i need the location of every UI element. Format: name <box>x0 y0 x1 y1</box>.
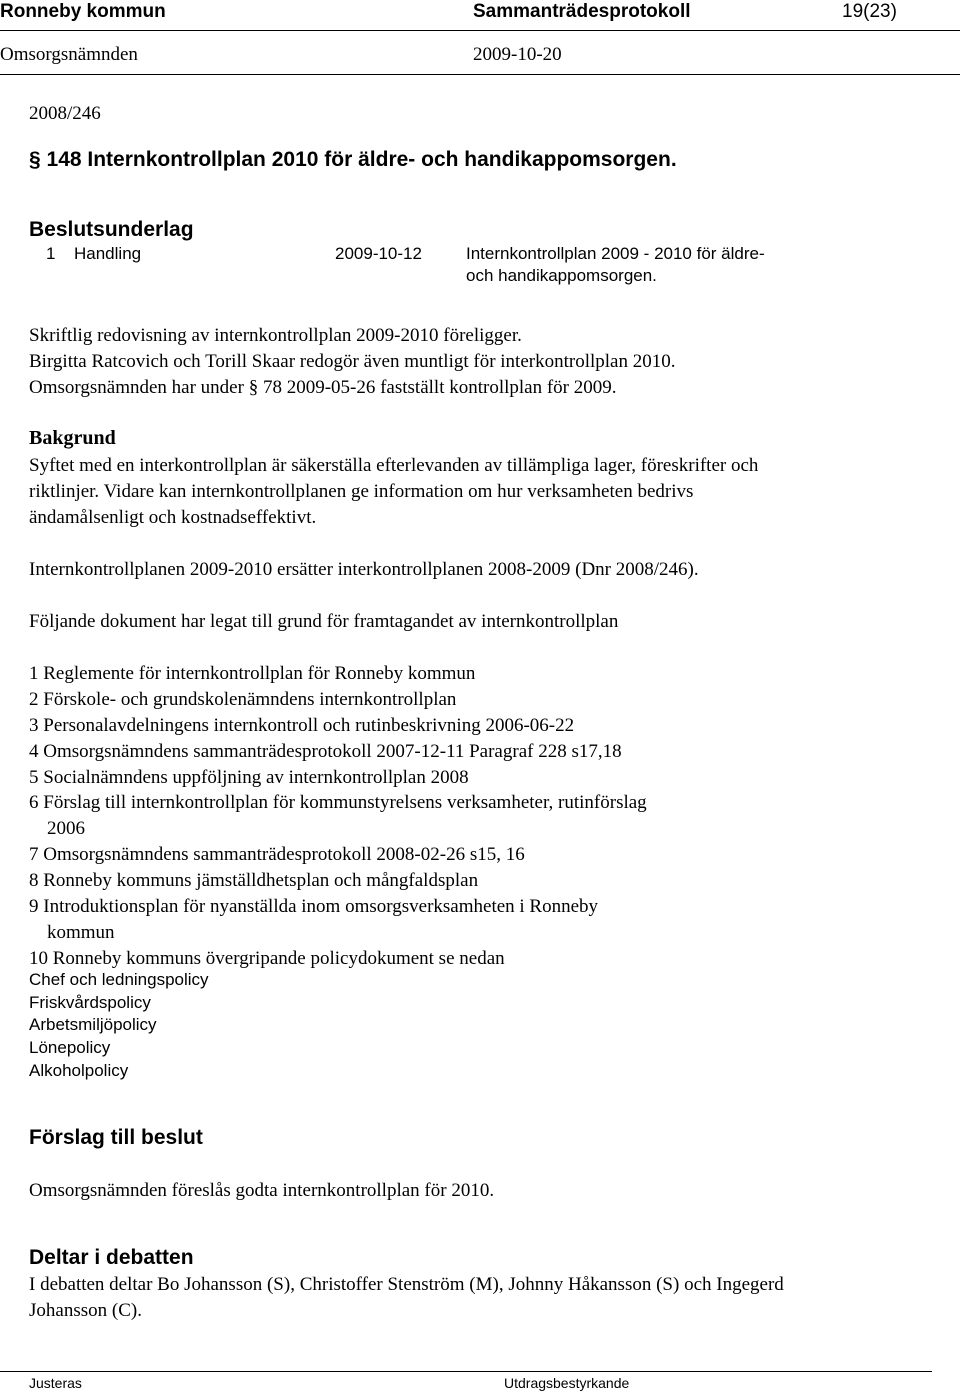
replace-text: Internkontrollplanen 2009-2010 ersätter interkontrollplanen 2008-2009 (Dnr 2008/246). <box>29 559 699 580</box>
forslag-heading: Förslag till beslut <box>29 1126 203 1149</box>
list-item: 10 Ronneby kommuns övergripande policydokument se nedan <box>29 947 505 969</box>
header-doc-type: Sammanträdesprotokoll <box>473 1 691 22</box>
policies-list <box>29 969 209 1082</box>
bakgrund-line-1: Syftet med en interkontrollplan är säkerställa efterlevanden av tillämpliga lager, föreskrifter och <box>29 455 759 476</box>
list-item: 7 Omsorgsnämndens sammanträdesprotokoll 2008-02-26 s15, 16 <box>29 844 525 866</box>
debatt-line-1: I debatten deltar Bo Johansson (S), Christoffer Stenström (M), Johnny Håkansson (S) och Ingegerd <box>29 1274 784 1295</box>
list-item: Friskvårdspolicy <box>29 992 151 1012</box>
case-number: 2008/246 <box>29 103 101 124</box>
bakgrund-line-2: riktlinjer. Vidare kan internkontrollplanen ge information om hur verksamheten bedrivs <box>29 481 694 502</box>
list-item: 2006 <box>47 818 85 840</box>
bakgrund-line-3: ändamålsenligt och kostnadseffektivt. <box>29 507 317 528</box>
list-item: 4 Omsorgsnämndens sammanträdesprotokoll 2007-12-11 Paragraf 228 s17,18 <box>29 740 622 762</box>
documents-intro: Följande dokument har legat till grund för framtagandet av internkontrollplan <box>29 611 619 632</box>
list-item: Chef och ledningspolicy <box>29 970 209 989</box>
list-item: 3 Personalavdelningens internkontroll och rutinbeskrivning 2006-06-22 <box>29 714 575 736</box>
underlag-number: 1 <box>46 244 56 263</box>
documents-list <box>29 661 647 972</box>
header-rule-top <box>0 30 960 31</box>
header-committee: Omsorgsnämnden <box>0 44 138 65</box>
debatt-heading: Deltar i debatten <box>29 1246 194 1269</box>
forslag-text: Omsorgsnämnden föreslås godta internkontrollplan för 2010. <box>29 1180 495 1201</box>
header-org: Ronneby kommun <box>0 1 166 22</box>
list-item: Arbetsmiljöpolicy <box>29 1015 157 1035</box>
debatt-line-2: Johansson (C). <box>29 1300 142 1321</box>
list-item: 6 Förslag till internkontrollplan för kommunstyrelsens verksamheter, rutinförslag <box>29 792 647 814</box>
case-title: § 148 Internkontrollplan 2010 för äldre- och handikappomsorgen. <box>29 148 677 171</box>
list-item: Lönepolicy <box>29 1038 111 1058</box>
intro-line-1: Skriftlig redovisning av internkontrollplan 2009-2010 föreligger. <box>29 325 522 346</box>
list-item: Alkoholpolicy <box>29 1060 129 1080</box>
header-page-number: 19(23) <box>842 1 897 22</box>
list-item: 5 Socialnämndens uppföljning av internkontrollplan 2008 <box>29 766 469 788</box>
intro-line-2: Birgitta Ratcovich och Torill Skaar redogör även muntligt för interkontrollplan 2010. <box>29 351 676 372</box>
header-rule-bottom <box>0 74 960 75</box>
underlag-heading: Beslutsunderlag <box>29 218 194 241</box>
list-item: 1 Reglemente för internkontrollplan för Ronneby kommun <box>29 663 476 684</box>
footer-justeras: Justeras <box>29 1375 82 1391</box>
underlag-desc-line1: Internkontrollplan 2009 - 2010 för äldre- <box>466 244 765 263</box>
footer-utdragsbestyrkande: Utdragsbestyrkande <box>504 1375 630 1391</box>
underlag-date: 2009-10-12 <box>335 244 422 263</box>
footer-rule <box>0 1371 932 1372</box>
list-item: 9 Introduktionsplan för nyanställda inom omsorgsverksamheten i Ronneby <box>29 896 599 918</box>
list-item: 8 Ronneby kommuns jämställdhetsplan och mångfaldsplan <box>29 870 479 892</box>
bakgrund-heading: Bakgrund <box>29 427 116 449</box>
underlag-desc-line2: och handikappomsorgen. <box>466 266 657 285</box>
header-date: 2009-10-20 <box>473 44 562 65</box>
underlag-type: Handling <box>74 244 142 263</box>
list-item: 2 Förskole- och grundskolenämndens internkontrollplan <box>29 688 457 710</box>
list-item: kommun <box>47 921 115 943</box>
intro-line-3: Omsorgsnämnden har under § 78 2009-05-26 fastställt kontrollplan för 2009. <box>29 377 617 398</box>
